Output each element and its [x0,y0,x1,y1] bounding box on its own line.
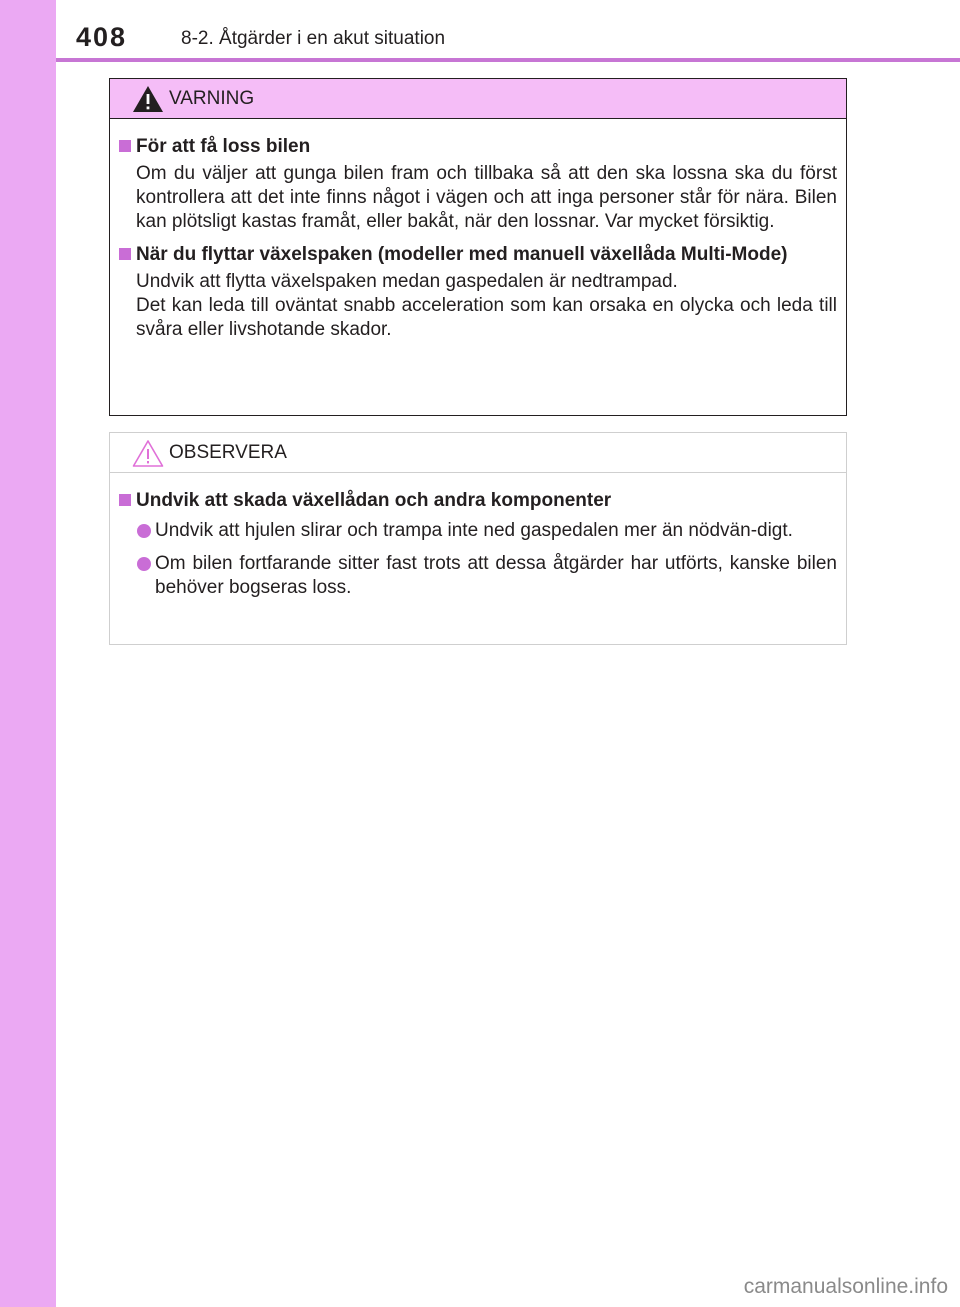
square-bullet-icon [119,494,131,506]
watermark: carmanualsonline.info [743,1275,948,1298]
warning-item-text: Undvik att flytta växelspaken medan gaspedalen är nedtrampad. [136,271,678,292]
square-bullet-icon [119,140,131,152]
caution-point: Undvik att hjulen slirar och trampa inte ned gaspedalen mer än nödvän-digt. [119,519,837,543]
circle-bullet-icon [137,557,151,571]
page-number: 408 [76,22,128,52]
caution-triangle-outline-icon [131,438,165,468]
square-bullet-icon [119,248,131,260]
caution-box-header [110,433,846,473]
warning-item-title: När du flyttar växelspaken (modeller med manuell växellåda Multi-Mode) [119,243,837,267]
warning-item-text: Det kan leda till oväntat snabb acceleration som kan orsaka en olycka och leda till svåra eller livshotande skador. [136,295,837,340]
chapter-side-strip [0,0,56,1307]
caution-item [119,489,837,600]
warning-box-header [110,79,846,119]
caution-item-title: Undvik att skada växellådan och andra komponenter [119,489,837,513]
warning-box [109,78,847,416]
warning-item [119,135,837,234]
warning-item [119,243,837,342]
warning-item-text: Om du väljer att gunga bilen fram och tillbaka så att den ska lossna ska du först kontrollera att det inte finns något i vägen och att inga personer står för nära. Bilen kan plötsligt kastas framåt, eller bakåt, när den lossnar. Var mycket försiktig. [136,163,837,232]
warning-item-title: För att få loss bilen [119,135,837,159]
circle-bullet-icon [137,524,151,538]
warning-triangle-filled-icon [131,84,165,114]
caution-point: Om bilen fortfarande sitter fast trots att dessa åtgärder har utförts, kanske bilen behöver bogseras loss. [119,552,837,600]
section-title: 8-2. Åtgärder i en akut situation [181,28,446,49]
caution-label: OBSERVERA [169,442,287,463]
header-rule [56,58,960,62]
caution-box [109,432,847,645]
warning-label: VARNING [169,88,255,109]
